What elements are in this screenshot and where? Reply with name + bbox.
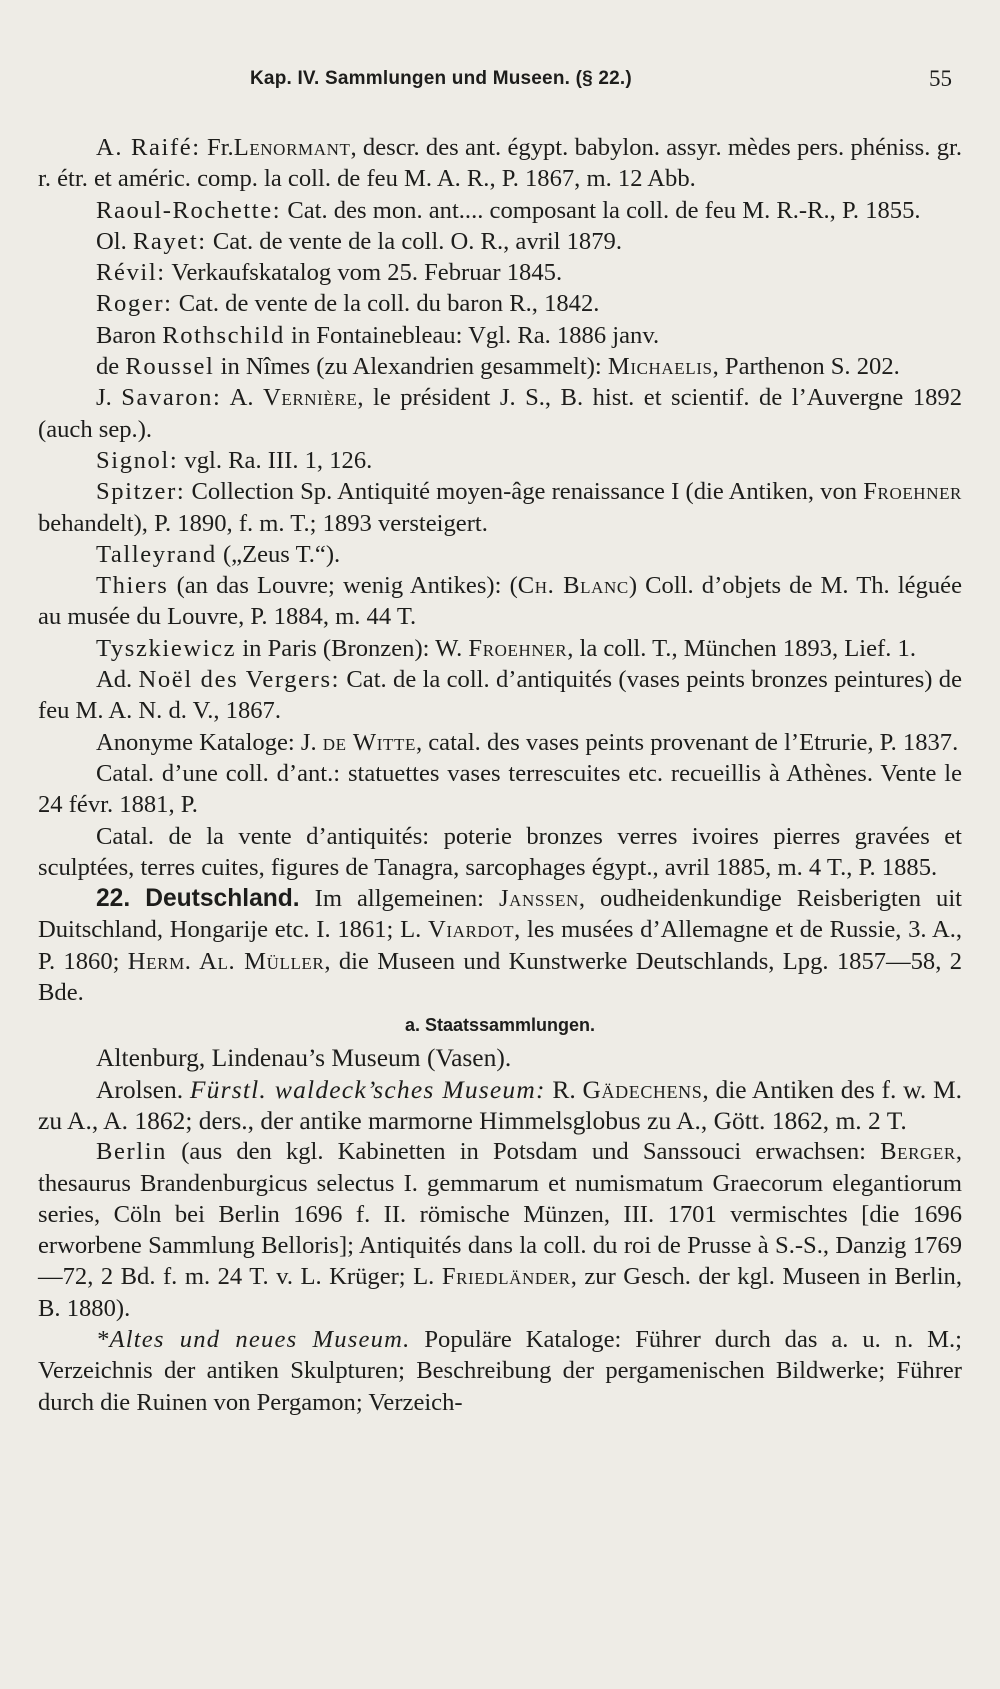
entry-spitzer: Spitzer: Collection Sp. Antiquité moyen-âge renaissance I (die Antiken, von Froehner behandelt), P. 1890, f. m. T.; 1893 versteigert. (38, 478, 962, 537)
entry-signol: Signol: vgl. Ra. III. 1, 126. (96, 446, 373, 474)
entry-raoul-rochette: Raoul-Rochette: Cat. des mon. ant.... composant la coll. de feu M. R.-R., P. 1855. (96, 196, 921, 224)
page-header (38, 62, 962, 98)
entry-roger: Roger: Cat. de vente de la coll. du baron R., 1842. (96, 290, 600, 318)
page-number: 55 (929, 66, 952, 91)
entry-tyszkiewicz: Tyszkiewicz in Paris (Bronzen): W. Froehner, la coll. T., München 1893, Lief. 1. (96, 634, 916, 662)
entry-altenburg: Altenburg, Lindenau’s Museum (Vasen). (96, 1043, 512, 1073)
entry-savaron: J. Savaron: A. Vernière, le président J. S., B. hist. et scientif. de l’Auvergne 1892 (auch sep.). (38, 384, 962, 443)
section-title: Deutschland. (145, 885, 300, 913)
entry-rayet: Ol. Rayet: Cat. de vente de la coll. O. R., avril 1879. (96, 227, 622, 255)
entry-raife: A. Raifé: Fr.Lenormant, descr. des ant. égypt. babylon. assyr. mèdes pers. phéniss. gr. r. étr. et améric. comp. la coll. de feu M. A. R., P. 1867, m. 12 Abb. (38, 134, 962, 193)
entry-altes-museum: *Altes und neues Museum. Populäre Kataloge: Führer durch das a. u. n. M.; Verzeichnis der antiken Skulpturen; Beschreibung der pergamenischen Bildwerke; Führer durch die Ruinen von Pergamon; Verzeich- (38, 1325, 962, 1416)
entry-berlin: Berlin (aus den kgl. Kabinetten in Potsdam und Sanssouci erwachsen: Berger, thesaurus Brandenburgicus selectus I. gemmarum et numismatum Graecorum elegantiorum series, Cöln bei Berlin 1696 f. II. römische Münzen, III. 1701 vermischtes [die 1696 erworbene Sammlung Belloris]; Antiquités dans la coll. du roi de Prusse à S.-S., Danzig 1769—72, 2 Bd. f. m. 24 T. v. L. Krüger; L. Friedländer, zur Gesch. der kgl. Museen in Berlin, B. 1880). (38, 1138, 963, 1322)
entry-arolsen: Arolsen. Fürstl. waldeck’sches Museum: R. Gädechens, die Antiken des f. w. M. zu A., A. 1862; ders., der antike marmorne Himmelsglobus zu A., Gött. 1862, m. 2 T. (38, 1074, 962, 1135)
entry-catal-athenes: Catal. d’une coll. d’ant.: statuettes vases terrescuites etc. recueillis à Athènes. Vente le 24 févr. 1881, P. (38, 759, 962, 819)
entry-talleyrand: Talleyrand („Zeus T.“). (96, 540, 341, 568)
section-number: 22. (96, 885, 131, 913)
entry-thiers: Thiers (an das Louvre; wenig Antikes): (Ch. Blanc) Coll. d’objets de M. Th. léguée au musée du Louvre, P. 1884, m. 44 T. (38, 572, 962, 631)
entry-roussel: de Roussel in Nîmes (zu Alexandrien gesammelt): Michaelis, Parthenon S. 202. (96, 353, 900, 381)
subsection-title: a. Staatssammlungen. (404, 1015, 596, 1036)
entry-catal-vente-1885: Catal. de la vente d’antiquités: poterie bronzes verres ivoires pierres gravées et sculptées, terres cuites, figures de Tanagra, sarcophages égypt., avril 1885, m. 4 T., P. 1885. (38, 822, 962, 881)
page-body (38, 132, 962, 1418)
section-22-deutschland: 22. Deutschland. Im allgemeinen: Janssen, oudheidenkundige Reisberigten uit Duitschland, Hongarije etc. I. 1861; L. Viardot, les musées d’Allemagne et de Russie, 3. A., P. 1860; Herm. Al. Müller, die Museen und Kunstwerke Deutschlands, Lpg. 1857—58, 2 Bde. (38, 885, 963, 1007)
running-title: Kap. IV. Sammlungen und Museen. (§ 22.) (250, 68, 632, 89)
entry-anonyme-kataloge: Anonyme Kataloge: J. de Witte, catal. des vases peints provenant de l’Etrurie, P. 1837. (96, 728, 959, 756)
entry-rothschild: Baron Rothschild in Fontainebleau: Vgl. Ra. 1886 janv. (96, 321, 660, 349)
entry-revil: Révil: Verkaufskatalog vom 25. Februar 1845. (96, 259, 563, 287)
entry-noel-des-vergers: Ad. Noël des Vergers: Cat. de la coll. d’antiquités (vases peints bronzes peintures) de feu M. A. N. d. V., 1867. (38, 666, 962, 725)
